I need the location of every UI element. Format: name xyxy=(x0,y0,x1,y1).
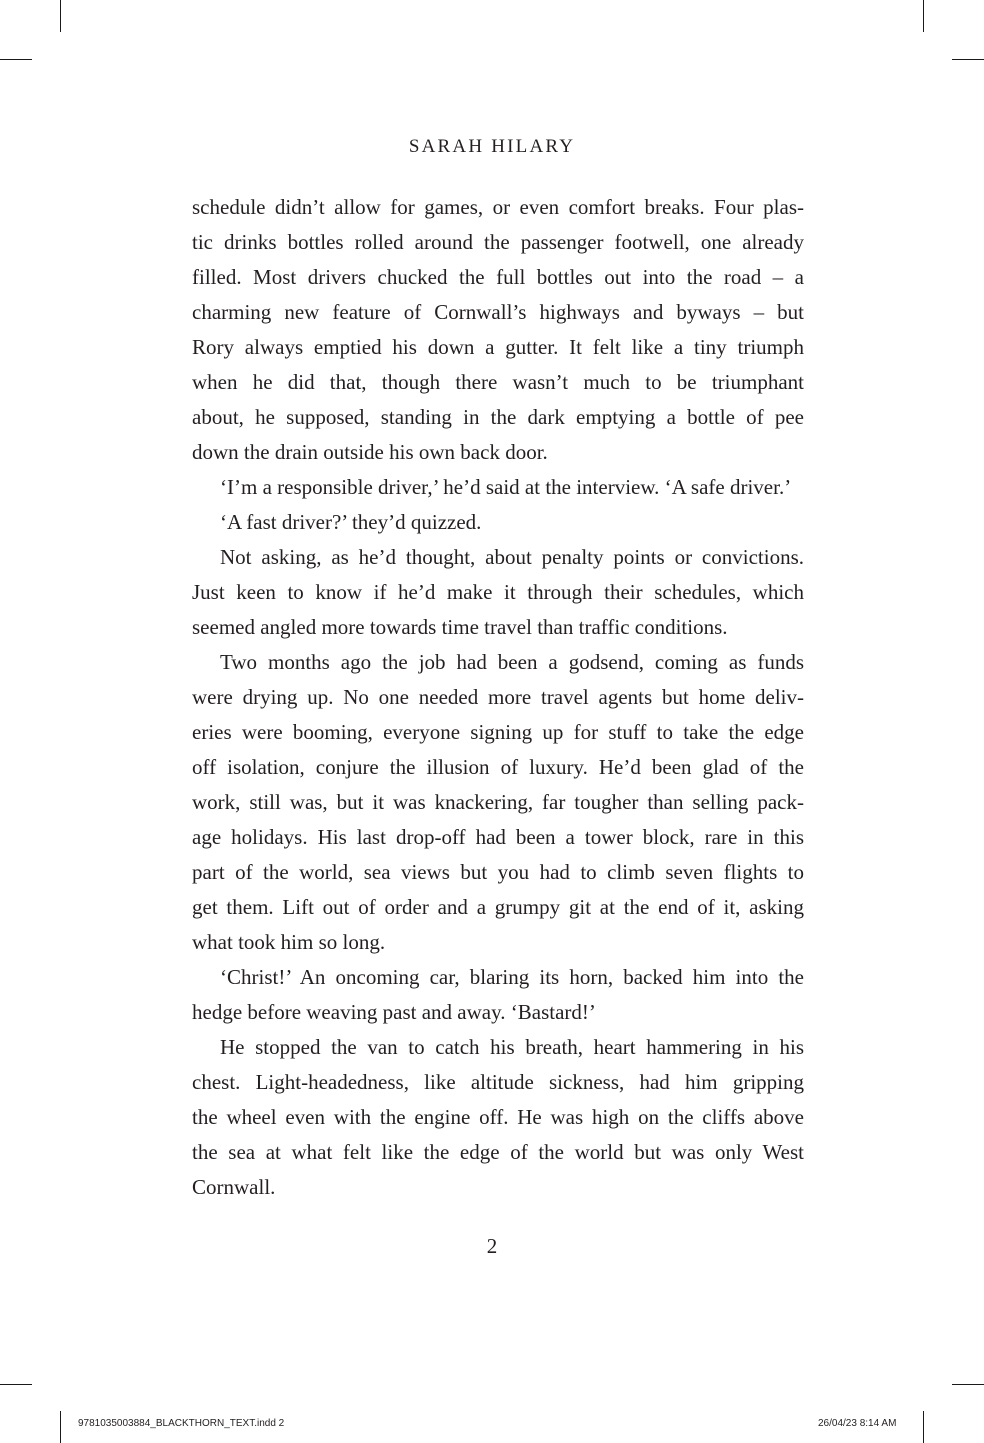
crop-mark xyxy=(60,0,61,32)
text-line: were drying up. No one needed more travel agents but home deliv- xyxy=(192,685,804,709)
text-line: charming new feature of Cornwall’s highways and byways – but xyxy=(192,300,804,324)
text-line: eries were booming, everyone signing up for stuff to take the edge xyxy=(192,720,804,744)
text-line: Rory always emptied his down a gutter. It felt like a tiny triumph xyxy=(192,335,804,359)
text-line: off isolation, conjure the illusion of luxury. He’d been glad of the xyxy=(192,755,804,779)
text-line: Two months ago the job had been a godsend, coming as funds xyxy=(220,650,804,674)
text-line: age holidays. His last drop-off had been a tower block, rare in this xyxy=(192,825,804,849)
text-line: tic drinks bottles rolled around the passenger footwell, one already xyxy=(192,230,804,254)
crop-mark xyxy=(952,1384,984,1385)
text-line: ‘Christ!’ An oncoming car, blaring its horn, backed him into the xyxy=(220,965,804,989)
crop-mark xyxy=(0,1384,32,1385)
text-line: schedule didn’t allow for games, or even comfort breaks. Four plas- xyxy=(192,195,804,219)
crop-mark xyxy=(0,59,32,60)
text-line: when he did that, though there wasn’t much to be triumphant xyxy=(192,370,804,394)
slug-date-info: 26/04/23 8:14 AM xyxy=(818,1418,897,1429)
text-line: hedge before weaving past and away. ‘Bastard!’ xyxy=(192,1000,596,1024)
text-line: part of the world, sea views but you had to climb seven flights to xyxy=(192,860,804,884)
crop-mark xyxy=(60,1411,61,1443)
text-line: chest. Light-headedness, like altitude sickness, had him gripping xyxy=(192,1070,804,1094)
crop-mark xyxy=(923,0,924,32)
text-line: what took him so long. xyxy=(192,930,386,954)
text-line: He stopped the van to catch his breath, heart hammering in his xyxy=(220,1035,804,1059)
text-line: about, he supposed, standing in the dark emptying a bottle of pee xyxy=(192,405,804,429)
slug-file-info: 9781035003884_BLACKTHORN_TEXT.indd 2 xyxy=(78,1418,285,1429)
text-line: ‘I’m a responsible driver,’ he’d said at the interview. ‘A safe driver.’ xyxy=(220,475,792,499)
text-line: ‘A fast driver?’ they’d quizzed. xyxy=(220,510,482,534)
text-line: Just keen to know if he’d make it through their schedules, which xyxy=(192,580,804,604)
text-line: Cornwall. xyxy=(192,1175,276,1199)
page-number: 2 xyxy=(486,1234,498,1258)
body-text xyxy=(192,190,804,1205)
text-line: get them. Lift out of order and a grumpy git at the end of it, asking xyxy=(192,895,804,919)
text-line: work, still was, but it was knackering, far tougher than selling pack- xyxy=(192,790,804,814)
text-line: down the drain outside his own back door. xyxy=(192,440,548,464)
text-line: the wheel even with the engine off. He was high on the cliffs above xyxy=(192,1105,804,1129)
text-line: filled. Most drivers chucked the full bottles out into the road – a xyxy=(192,265,804,289)
crop-mark xyxy=(923,1411,924,1443)
crop-mark xyxy=(952,59,984,60)
text-line: Not asking, as he’d thought, about penalty points or convictions. xyxy=(220,545,804,569)
running-head: SARAH HILARY xyxy=(408,136,576,157)
text-line: seemed angled more towards time travel than traffic conditions. xyxy=(192,615,728,639)
text-line: the sea at what felt like the edge of the world but was only West xyxy=(192,1140,804,1164)
